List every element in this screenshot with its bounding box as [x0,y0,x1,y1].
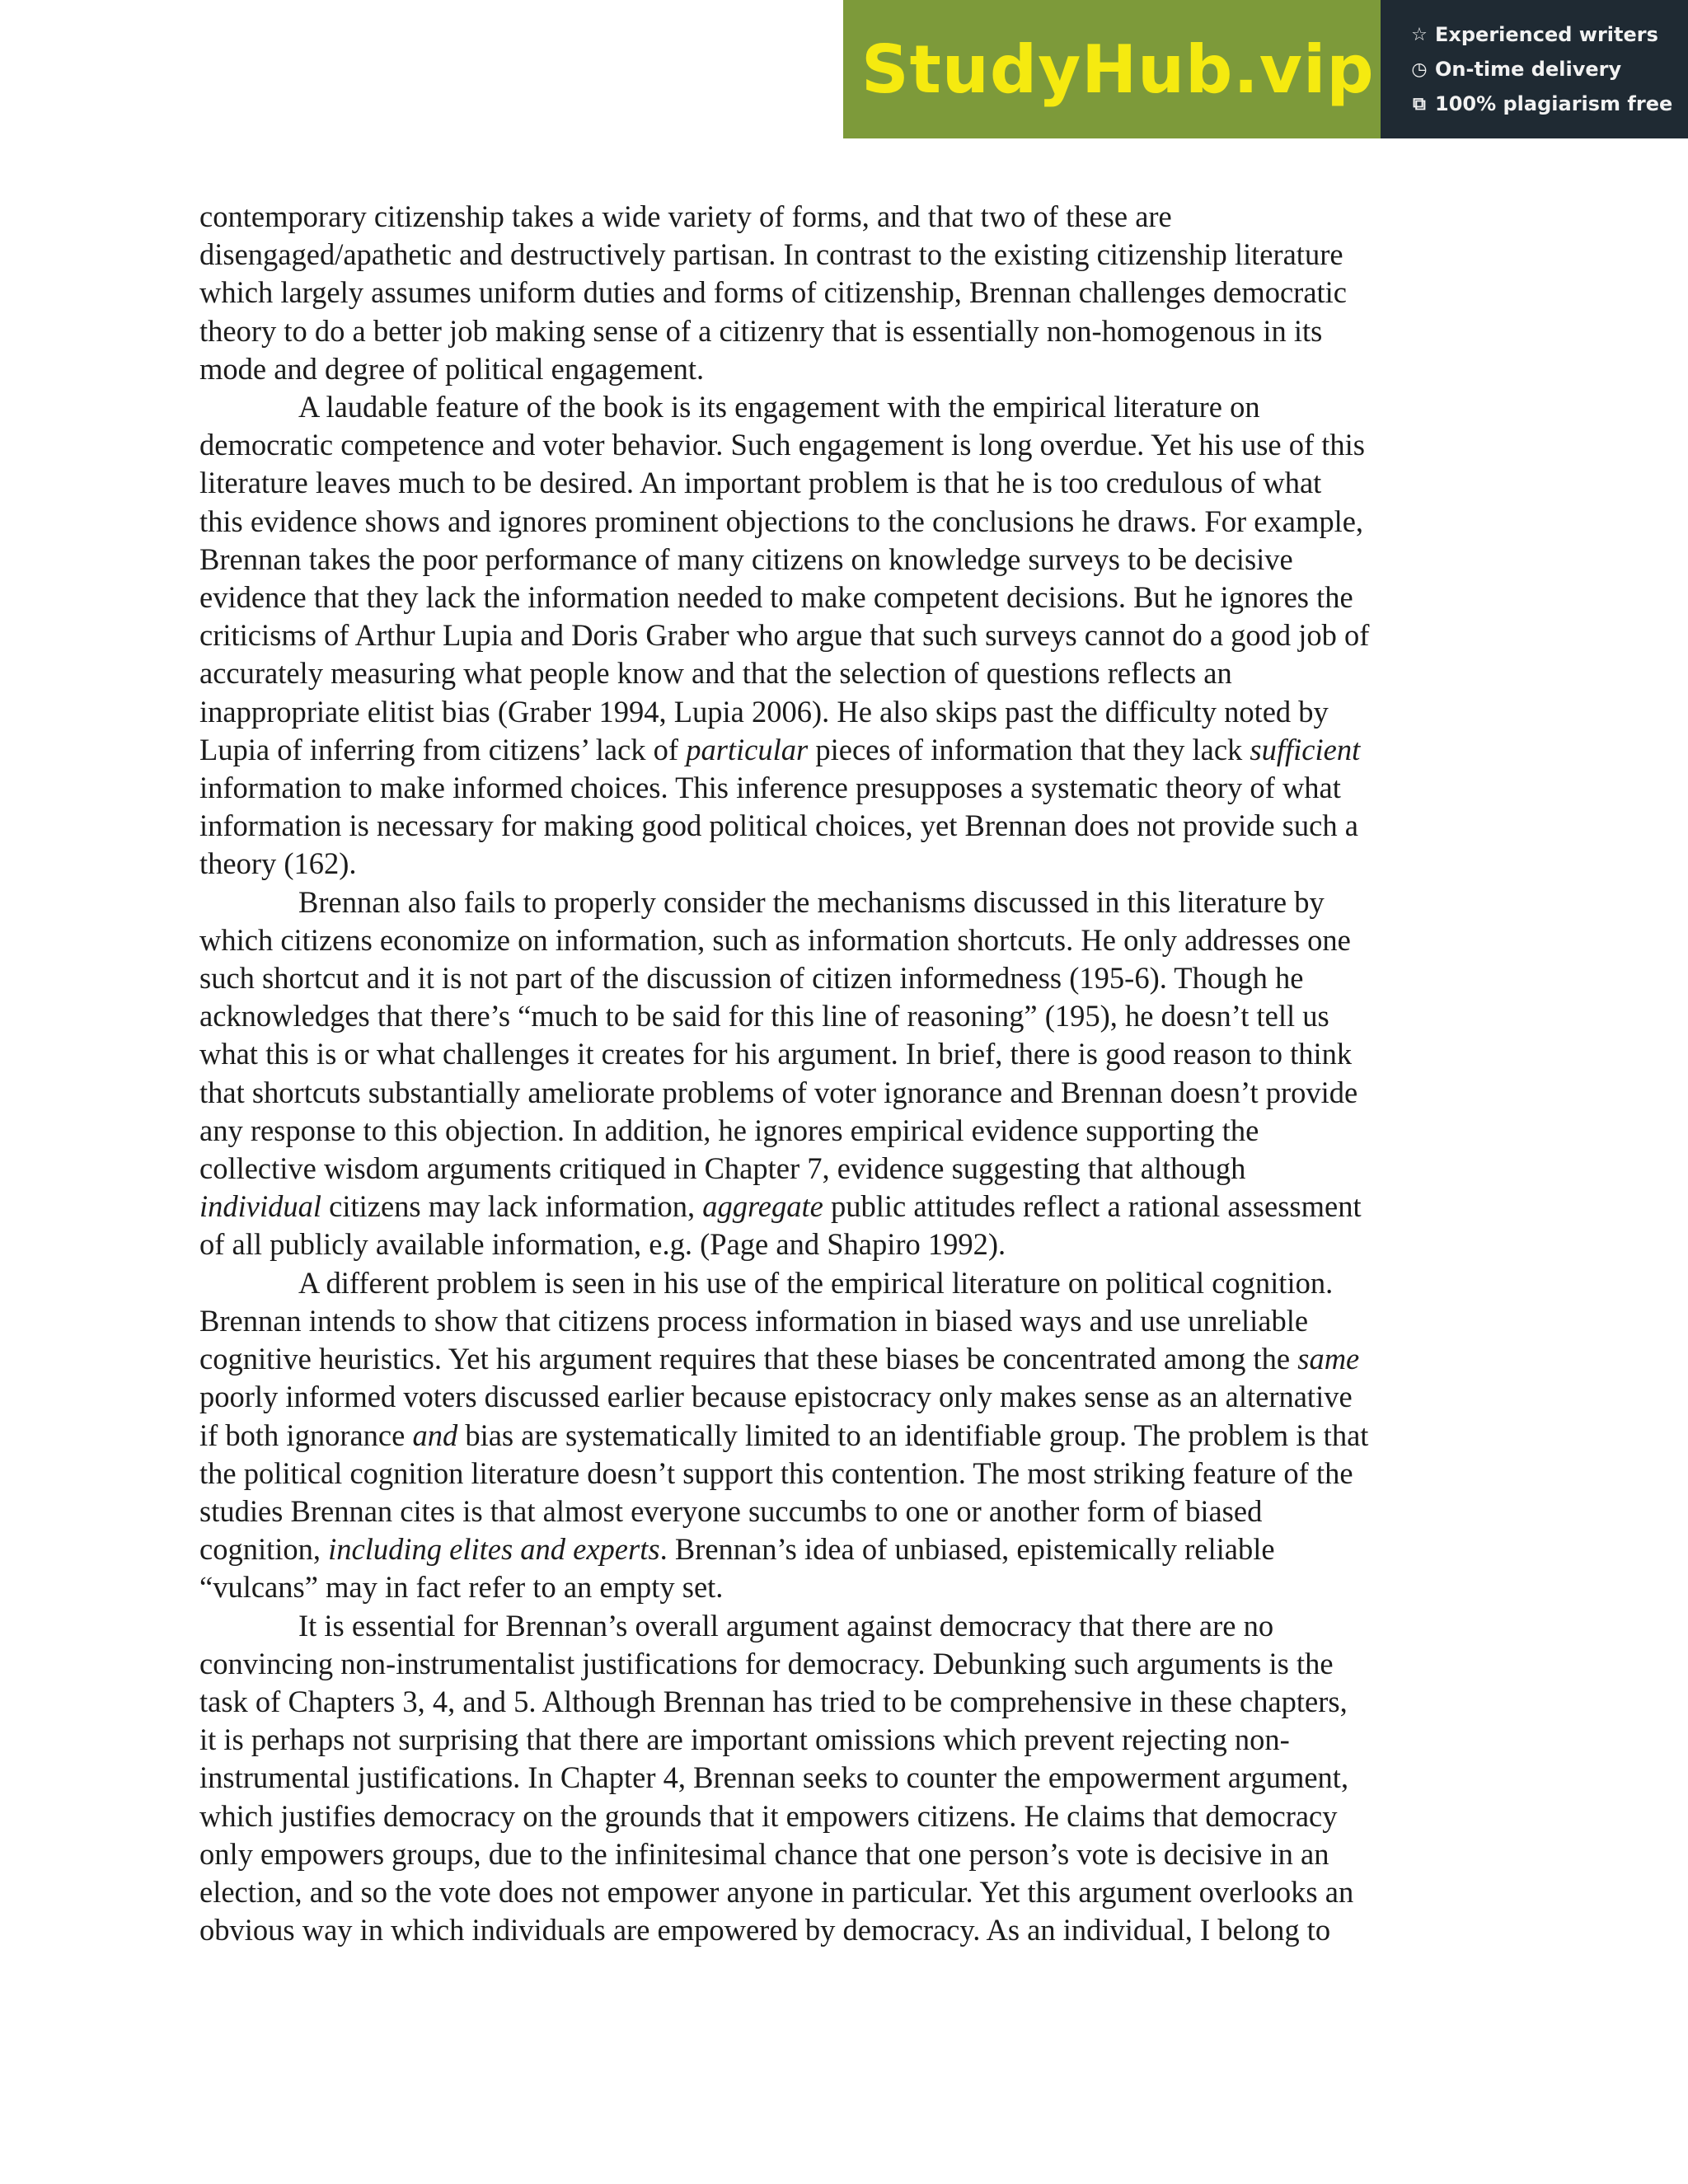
text-line: information to make informed choices. This inference presupposes a systematic theory of what [199,771,1341,805]
text-line: A different problem is seen in his use of the empirical literature on political cognition. [298,1265,1334,1300]
paragraph [199,1607,1502,1950]
text-line: individual citizens may lack information, aggregate public attitudes reflect a rational assessment [199,1189,1362,1224]
text-line: it is perhaps not surprising that there are important omissions which prevent rejecting non- [199,1722,1290,1757]
text-line: mode and degree of political engagement. [199,351,705,386]
text-line: “vulcans” may in fact refer to an empty set. [199,1570,724,1605]
text-line: instrumental justifications. In Chapter 4, Brennan seeks to counter the empowerment argument, [199,1760,1349,1795]
text-line: literature leaves much to be desired. An important problem is that he is too credulous of what [199,466,1322,500]
text-line: democratic competence and voter behavior. Such engagement is long overdue. Yet his use of this [199,428,1366,462]
banner-feature-label: On-time delivery [1435,58,1622,81]
text-line: collective wisdom arguments critiqued in Chapter 7, evidence suggesting that although [199,1151,1246,1186]
text-line: any response to this objection. In addition, he ignores empirical evidence supporting the [199,1113,1259,1147]
banner-feature [1409,58,1688,81]
text-line: which justifies democracy on the grounds that it empowers citizens. He claims that democracy [199,1798,1338,1833]
text-line: theory to do a better job making sense of a citizenry that is essentially non-homogenous in its [199,313,1323,348]
text-line: criticisms of Arthur Lupia and Doris Graber who argue that such surveys cannot do a good job of [199,618,1370,653]
text-line: which citizens economize on information, such as information shortcuts. He only addresses one [199,922,1351,957]
text-line: disengaged/apathetic and destructively partisan. In contrast to the existing citizenship literature [199,237,1343,272]
text-line: acknowledges that there’s “much to be said for this line of reasoning” (195), he doesn’t tell us [199,999,1329,1033]
text-line: of all publicly available information, e.g. (Page and Shapiro 1992). [199,1227,1006,1262]
paragraph [199,198,1502,388]
text-line: cognition, including elites and experts. Brennan’s idea of unbiased, epistemically reliable [199,1532,1275,1567]
text-line: only empowers groups, due to the infinitesimal chance that one person’s vote is decisive in an [199,1836,1329,1871]
text-line: information is necessary for making good political choices, yet Brennan does not provide such a [199,808,1358,843]
studyhub-logo[interactable] [843,0,1381,138]
paragraph [199,883,1502,1264]
text-line: Lupia of inferring from citizens’ lack of particular pieces of information that they lack sufficient [199,732,1361,766]
text-line: Brennan takes the poor performance of many citizens on knowledge surveys to be decisive [199,541,1293,576]
text-line: what this is or what challenges it creates for his argument. In brief, there is good reason to think [199,1037,1353,1071]
banner-feature [1409,92,1688,115]
studyhub-banner[interactable] [843,0,1688,138]
banner-feature-label: 100% plagiarism free [1435,92,1673,115]
banner-feature-label: Experienced writers [1435,23,1658,46]
text-line: evidence that they lack the information needed to make competent decisions. But he ignores the [199,580,1353,615]
banner-features [1381,0,1688,138]
text-line: It is essential for Brennan’s overall argument against democracy that there are no [298,1608,1274,1643]
text-line: accurately measuring what people know and that the selection of questions reflects an [199,656,1232,691]
text-line: this evidence shows and ignores prominent objections to the conclusions he draws. For example, [199,504,1364,538]
paragraph [199,388,1502,883]
clock-icon: ◷ [1411,59,1428,80]
text-line: if both ignorance and bias are systematically limited to an identifiable group. The problem is that [199,1418,1369,1452]
logo-text: StudyHub.vip [861,30,1375,108]
text-line: election, and so the vote does not empower anyone in particular. Yet this argument overlooks an [199,1874,1354,1909]
text-line: poorly informed voters discussed earlier because epistocracy only makes sense as an alternative [199,1380,1353,1414]
text-line: convincing non-instrumentalist justifications for democracy. Debunking such arguments is the [199,1646,1334,1680]
copy-icon: ⧉ [1413,93,1426,115]
text-line: task of Chapters 3, 4, and 5. Although Brennan has tried to be comprehensive in these chapters, [199,1684,1348,1718]
banner-feature [1409,23,1688,46]
text-line: Brennan also fails to properly consider the mechanisms discussed in this literature by [298,884,1325,919]
text-line: Brennan intends to show that citizens process information in biased ways and use unreliable [199,1303,1309,1338]
text-line: that shortcuts substantially ameliorate problems of voter ignorance and Brennan doesn’t provide [199,1075,1358,1109]
text-line: inappropriate elitist bias (Graber 1994, Lupia 2006). He also skips past the difficulty noted by [199,694,1329,729]
text-line: which largely assumes uniform duties and forms of citizenship, Brennan challenges democratic [199,275,1348,310]
document-body [199,198,1502,1949]
text-line: A laudable feature of the book is its engagement with the empirical literature on [298,390,1260,424]
text-line: contemporary citizenship takes a wide variety of forms, and that two of these are [199,199,1172,233]
star-icon: ☆ [1411,24,1428,45]
text-line: such shortcut and it is not part of the discussion of citizen informedness (195-6). Though he [199,961,1304,996]
text-line: obvious way in which individuals are empowered by democracy. As an individual, I belong to [199,1913,1331,1947]
text-line: cognitive heuristics. Yet his argument requires that these biases be concentrated among the same [199,1342,1360,1376]
text-line: studies Brennan cites is that almost everyone succumbs to one or another form of biased [199,1493,1263,1528]
text-line: theory (162). [199,846,357,881]
paragraph [199,1264,1502,1607]
text-line: the political cognition literature doesn’t support this contention. The most striking feature of the [199,1455,1353,1490]
